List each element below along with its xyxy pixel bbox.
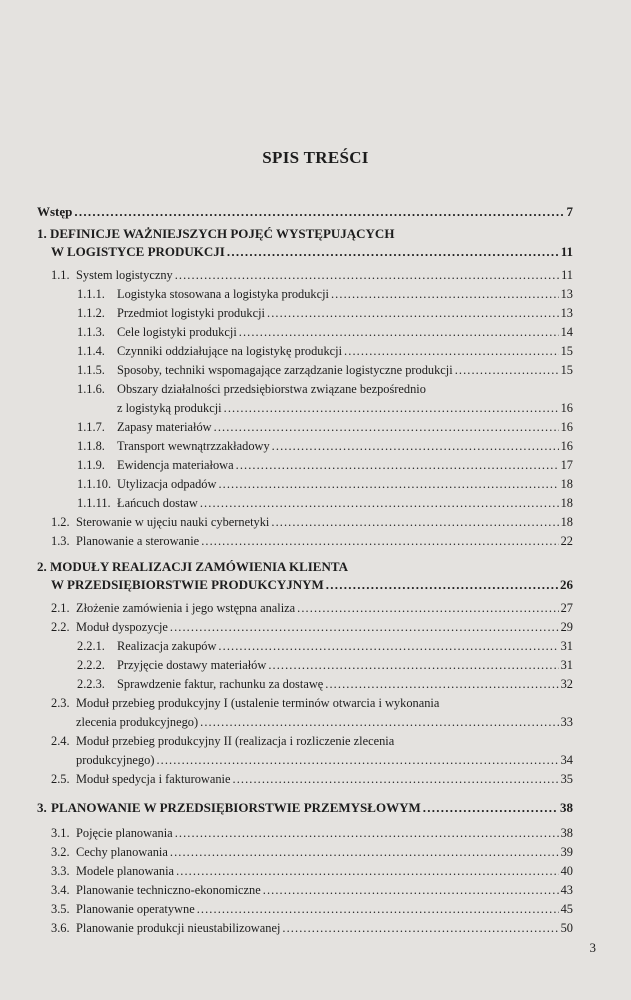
dot-leader bbox=[455, 363, 559, 378]
toc-chapter-number: 3. bbox=[37, 800, 47, 815]
toc-entry-number: 1.1. bbox=[51, 268, 70, 282]
dot-leader bbox=[227, 244, 559, 260]
toc-entry-text: Modele planowania bbox=[76, 864, 175, 878]
toc-page-number: 17 bbox=[560, 458, 573, 472]
dot-leader bbox=[197, 902, 559, 917]
toc-page-number: 22 bbox=[560, 534, 573, 548]
dot-leader bbox=[282, 921, 558, 936]
toc-entry-3-2[interactable] bbox=[51, 845, 573, 861]
toc-entry-1-1-2[interactable] bbox=[77, 306, 573, 322]
toc-entry-number: 3.4. bbox=[51, 883, 70, 897]
dot-leader bbox=[170, 845, 559, 860]
toc-entry-text: Ewidencja materiałowa bbox=[117, 458, 234, 472]
toc-entry-number: 1.1.4. bbox=[77, 344, 105, 358]
toc-entry-number: 2.2.3. bbox=[77, 677, 105, 691]
toc-entry-text: Cele logistyki produkcji bbox=[117, 325, 237, 339]
toc-entry-2-4[interactable] bbox=[76, 753, 573, 769]
toc-entry-1-2[interactable] bbox=[51, 515, 573, 531]
toc-entry-text: Przyjęcie dostawy materiałów bbox=[117, 658, 267, 672]
toc-entry-number: 1.1.5. bbox=[77, 363, 105, 377]
toc-page-number: 35 bbox=[560, 772, 573, 786]
dot-leader bbox=[263, 883, 559, 898]
toc-entry-text: Złożenie zamówienia i jego wstępna analiza bbox=[76, 601, 296, 615]
toc-entry-2-2-3[interactable] bbox=[77, 677, 573, 693]
toc-entry-text: Utylizacja odpadów bbox=[117, 477, 217, 491]
toc-entry-number: 2.1. bbox=[51, 601, 70, 615]
toc-page-number: 16 bbox=[560, 401, 573, 415]
toc-entry-2-5[interactable] bbox=[51, 772, 573, 788]
toc-entry-number: 1.1.6. bbox=[77, 382, 105, 396]
toc-entry-text: Sposoby, techniki wspomagające zarządzanie logistyczne produkcji bbox=[117, 363, 453, 377]
toc-entry-text: Zapasy materiałów bbox=[117, 420, 212, 434]
toc-entry-text-line2: zlecenia produkcyjnego) bbox=[76, 715, 199, 729]
toc-entry-1-1-6[interactable] bbox=[117, 401, 573, 417]
dot-leader bbox=[268, 658, 558, 673]
toc-entry-text: Planowanie operatywne bbox=[76, 902, 195, 916]
toc-entry-text-line2: produkcyjnego) bbox=[76, 753, 155, 767]
toc-entry-text: Planowanie produkcji nieustabilizowanej bbox=[76, 921, 281, 935]
toc-entry-number: 1.1.7. bbox=[77, 420, 105, 434]
dot-leader bbox=[297, 601, 558, 616]
toc-page-number: 50 bbox=[560, 921, 573, 935]
toc-entry-number: 1.2. bbox=[51, 515, 70, 529]
toc-entry-text: Logistyka stosowana a logistyka produkcji bbox=[117, 287, 329, 301]
toc-entry-1-3[interactable] bbox=[51, 534, 573, 550]
dot-leader bbox=[272, 439, 559, 454]
dot-leader bbox=[201, 534, 558, 549]
toc-entry-text: Pojęcie planowania bbox=[76, 826, 173, 840]
dot-leader bbox=[175, 826, 559, 841]
toc-entry-1-1-10[interactable] bbox=[77, 477, 573, 493]
toc-entry-text: Cechy planowania bbox=[76, 845, 168, 859]
toc-entry-2-2[interactable] bbox=[51, 620, 573, 636]
toc-entry-1-1-3[interactable] bbox=[77, 325, 573, 341]
toc-entry-text: Planowanie a sterowanie bbox=[76, 534, 200, 548]
toc-page-number: 27 bbox=[560, 601, 573, 615]
toc-entry-number: 3.3. bbox=[51, 864, 70, 878]
toc-chapter-number: 1. bbox=[37, 226, 47, 241]
toc-entry-chapter-1[interactable] bbox=[51, 244, 573, 260]
dot-leader bbox=[344, 344, 559, 359]
toc-entry-text-line1: Moduł przebieg produkcyjny II (realizacja i rozliczenie zlecenia bbox=[76, 734, 395, 748]
toc-entry-text: Moduł dyspozycje bbox=[76, 620, 168, 634]
toc-entry-2-2-1[interactable] bbox=[77, 639, 573, 655]
toc-entry-number: 1.1.11. bbox=[77, 496, 111, 510]
toc-entry-1-1-5[interactable] bbox=[77, 363, 573, 379]
toc-entry-3-5[interactable] bbox=[51, 902, 573, 918]
toc-entry-text: Planowanie techniczno-ekonomiczne bbox=[76, 883, 261, 897]
toc-entry-number: 2.3. bbox=[51, 696, 70, 710]
toc-entry-number: 1.1.8. bbox=[77, 439, 105, 453]
toc-entry-text: Moduł spedycja i fakturowanie bbox=[76, 772, 231, 786]
dot-leader bbox=[233, 772, 559, 787]
dot-leader bbox=[271, 515, 558, 530]
toc-page-number: 13 bbox=[560, 287, 573, 301]
toc-entry-1-1-8[interactable] bbox=[77, 439, 573, 455]
toc-page-number: 18 bbox=[560, 515, 573, 529]
toc-entry-number: 3.6. bbox=[51, 921, 70, 935]
dot-leader bbox=[239, 325, 559, 340]
toc-entry-1-1-7[interactable] bbox=[77, 420, 573, 436]
toc-title: SPIS TREŚCI bbox=[262, 148, 369, 167]
toc-entry-text: Przedmiot logistyki produkcji bbox=[117, 306, 265, 320]
dot-leader bbox=[218, 639, 558, 654]
dot-leader bbox=[224, 401, 559, 416]
toc-entry-number: 2.4. bbox=[51, 734, 70, 748]
toc-entry-1-1-9[interactable] bbox=[77, 458, 573, 474]
toc-entry-text: Realizacja zakupów bbox=[117, 639, 217, 653]
toc-entry-text: Sprawdzenie faktur, rachunku za dostawę bbox=[117, 677, 324, 691]
toc-page-number: 39 bbox=[560, 845, 573, 859]
toc-chapter-title: PLANOWANIE W PRZEDSIĘBIORSTWIE PRZEMYSŁOWYM bbox=[51, 800, 421, 815]
toc-entry-1-1-11[interactable] bbox=[77, 496, 573, 512]
toc-entry-text-line1: Obszary działalności przedsiębiorstwa związane bezpośrednio bbox=[117, 382, 426, 396]
toc-page-number: 14 bbox=[560, 325, 573, 339]
toc-chapter-1-heading[interactable] bbox=[37, 226, 394, 242]
toc-entry-number: 1.1.3. bbox=[77, 325, 105, 339]
toc-page-number: 38 bbox=[560, 800, 573, 815]
toc-entry-2-3[interactable] bbox=[76, 715, 573, 731]
dot-leader bbox=[267, 306, 559, 321]
toc-entry-2-4-line1[interactable] bbox=[51, 734, 394, 749]
toc-entry-number: 1.1.2. bbox=[77, 306, 105, 320]
toc-entry-3-6[interactable] bbox=[51, 921, 573, 937]
toc-page-number: 13 bbox=[560, 306, 573, 320]
dot-leader bbox=[423, 800, 558, 816]
toc-entry-1-1-4[interactable] bbox=[77, 344, 573, 360]
toc-entry-2-2-2[interactable] bbox=[77, 658, 573, 674]
toc-page-number: 32 bbox=[560, 677, 573, 691]
toc-chapter-title-line2: W PRZEDSIĘBIORSTWIE PRODUKCYJNYM bbox=[51, 577, 324, 592]
toc-page-number: 18 bbox=[560, 496, 573, 510]
toc-entry-2-3-line1[interactable] bbox=[51, 696, 439, 711]
toc-entry-3-3[interactable] bbox=[51, 864, 573, 880]
toc-page-number: 33 bbox=[560, 715, 573, 729]
dot-leader bbox=[170, 620, 559, 635]
toc-entry-2-1[interactable] bbox=[51, 601, 573, 617]
page-number-footer: 3 bbox=[589, 940, 596, 955]
toc-page-number: 29 bbox=[560, 620, 573, 634]
toc-entry-text-line2: z logistyką produkcji bbox=[117, 401, 222, 415]
toc-entry-number: 3.5. bbox=[51, 902, 70, 916]
toc-entry-number: 1.3. bbox=[51, 534, 70, 548]
toc-entry-number: 3.1. bbox=[51, 826, 70, 840]
toc-entry-number: 3.2. bbox=[51, 845, 70, 859]
toc-page-number: 45 bbox=[560, 902, 573, 916]
toc-entry-text-line1: Moduł przebieg produkcyjny I (ustalenie terminów otwarcia i wykonania bbox=[76, 696, 440, 710]
toc-page-number: 18 bbox=[560, 477, 573, 491]
toc-page-number: 31 bbox=[560, 658, 573, 672]
toc-entry-1-1-1[interactable] bbox=[77, 287, 573, 303]
toc-entry-text: Czynniki oddziałujące na logistykę produkcji bbox=[117, 344, 343, 358]
dot-leader bbox=[325, 677, 558, 692]
toc-page-number: 31 bbox=[560, 639, 573, 653]
toc-chapter-title-line1: MODUŁY REALIZACJI ZAMÓWIENIA KLIENTA bbox=[50, 559, 348, 574]
toc-chapter-2-heading[interactable] bbox=[37, 559, 348, 575]
toc-page-number: 34 bbox=[560, 753, 573, 767]
toc-entry-text: Wstęp bbox=[37, 204, 73, 219]
toc-entry-text: System logistyczny bbox=[76, 268, 173, 282]
toc-entry-number: 2.2. bbox=[51, 620, 70, 634]
toc-entry-text: Sterowanie w ujęciu nauki cybernetyki bbox=[76, 515, 270, 529]
dot-leader bbox=[331, 287, 559, 302]
toc-entry-text: Łańcuch dostaw bbox=[117, 496, 198, 510]
toc-page-number: 43 bbox=[560, 883, 573, 897]
dot-leader bbox=[74, 204, 564, 220]
toc-page-number: 11 bbox=[560, 244, 573, 259]
toc-entry-number: 1.1.1. bbox=[77, 287, 105, 301]
dot-leader bbox=[326, 577, 558, 593]
toc-entry-chapter-3[interactable] bbox=[37, 800, 573, 816]
toc-chapter-number: 2. bbox=[37, 559, 47, 574]
toc-entry-number: 1.1.9. bbox=[77, 458, 105, 472]
toc-page-number: 16 bbox=[560, 439, 573, 453]
toc-page-number: 7 bbox=[566, 204, 573, 219]
toc-chapter-title-line2: W LOGISTYCE PRODUKCJI bbox=[51, 244, 225, 259]
toc-chapter-title-line1: DEFINICJE WAŻNIEJSZYCH POJĘĆ WYSTĘPUJĄCYCH bbox=[50, 226, 395, 241]
dot-leader bbox=[200, 496, 559, 511]
toc-page-number: 40 bbox=[560, 864, 573, 878]
dot-leader bbox=[218, 477, 558, 492]
toc-page-number: 15 bbox=[560, 344, 573, 358]
dot-leader bbox=[200, 715, 558, 730]
toc-page-number: 26 bbox=[560, 577, 573, 592]
dot-leader bbox=[214, 420, 559, 435]
toc-page-number: 16 bbox=[560, 420, 573, 434]
toc-entry-1-1[interactable] bbox=[51, 268, 573, 284]
toc-entry-number: 2.2.2. bbox=[77, 658, 105, 672]
toc-entry-number: 2.2.1. bbox=[77, 639, 105, 653]
toc-entry-3-1[interactable] bbox=[51, 826, 573, 842]
toc-entry-chapter-2[interactable] bbox=[51, 577, 573, 593]
toc-entry-1-1-6-line1[interactable] bbox=[77, 382, 426, 397]
toc-page-number: 15 bbox=[560, 363, 573, 377]
dot-leader bbox=[175, 268, 559, 283]
toc-entry-text: Transport wewnątrzzakładowy bbox=[117, 439, 270, 453]
dot-leader bbox=[176, 864, 559, 879]
dot-leader bbox=[236, 458, 559, 473]
toc-entry-3-4[interactable] bbox=[51, 883, 573, 899]
toc-entry-wstep[interactable] bbox=[37, 204, 573, 220]
toc-entry-number: 2.5. bbox=[51, 772, 70, 786]
toc-entry-number: 1.1.10. bbox=[77, 477, 112, 491]
toc-page-number: 11 bbox=[561, 268, 573, 282]
toc-page-number: 38 bbox=[560, 826, 573, 840]
dot-leader bbox=[156, 753, 558, 768]
